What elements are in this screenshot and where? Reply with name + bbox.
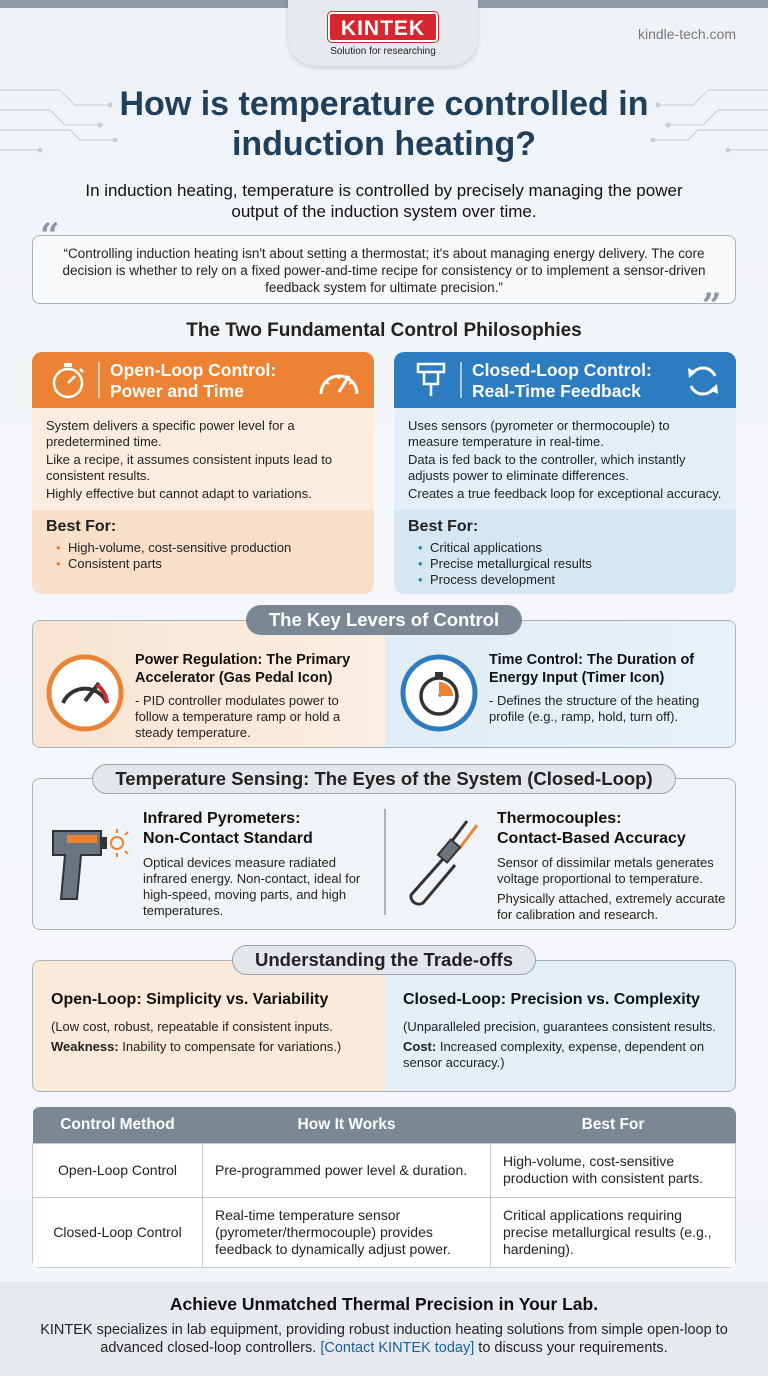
sensing-panel bbox=[32, 778, 736, 930]
thermocouple-section bbox=[385, 779, 736, 929]
thermocouple-desc-2: Physically attached, extremely accurate for calibration and research. bbox=[497, 891, 726, 922]
power-regulation-desc: - PID controller modulates power to follow a temperature ramp or hold a steady temperature. bbox=[135, 693, 341, 740]
list-item: • Precise metallurgical results bbox=[430, 556, 722, 572]
intro-text: In induction heating, temperature is controlled by precisely managing the power output of the induction system over time. bbox=[85, 181, 683, 221]
stopwatch-icon bbox=[48, 360, 88, 400]
site-url[interactable]: kindle-tech.com bbox=[637, 26, 736, 42]
table-cell: Closed-Loop Control bbox=[33, 1197, 203, 1267]
table-header: How It Works bbox=[203, 1107, 491, 1143]
power-regulation-section bbox=[33, 621, 385, 747]
list-item: • Consistent parts bbox=[68, 556, 360, 572]
open-loop-header bbox=[32, 352, 374, 408]
table-header-row bbox=[33, 1107, 736, 1143]
open-loop-description: System delivers a specific power level for a predetermined time. Like a recipe, it assumes consistent inputs lead to consistent results. Highly effective but cannot adapt to variations. bbox=[32, 408, 374, 510]
closed-loop-tradeoff bbox=[385, 961, 736, 1091]
pyrometer-title: Infrared Pyrometers: Non-Contact Standard bbox=[143, 810, 313, 847]
open-tradeoff-title: Open-Loop: Simplicity vs. Variability bbox=[51, 991, 329, 1008]
closed-loop-title: Closed-Loop Control: Real-Time Feedback bbox=[472, 360, 652, 401]
levers-heading: The Key Levers of Control bbox=[246, 605, 522, 635]
closed-loop-description: Uses sensors (pyrometer or thermocouple) to measure temperature in real-time. Data is fed back to the controller, which instantly adjusts power to eliminate differences. Creates a true feedback loop for exceptional accuracy. bbox=[394, 408, 736, 510]
footer-text: KINTEK specializes in lab equipment, providing robust induction heating solutions from simple open-loop to advanced closed-loop controllers. [Contact KINTEK today] to discuss your requirements. bbox=[40, 1322, 728, 1356]
gauge-icon bbox=[316, 362, 362, 398]
sensor-probe-icon bbox=[412, 360, 450, 400]
footer-cta bbox=[0, 1282, 768, 1376]
pyrometer-section bbox=[33, 779, 385, 929]
closed-tradeoff-desc: (Unparalleled precision, guarantees consistent results. Cost: Increased complexity, expense, dependent on sensor accuracy.) bbox=[403, 1019, 716, 1070]
open-tradeoff-desc: (Low cost, robust, repeatable if consistent inputs. Weakness: Inability to compensate for variations.) bbox=[51, 1019, 342, 1054]
contact-link[interactable]: [Contact KINTEK today] bbox=[320, 1340, 475, 1356]
table-cell: Open-Loop Control bbox=[33, 1143, 203, 1197]
open-loop-card bbox=[32, 352, 374, 594]
pyrometer-desc: Optical devices measure radiated infrared energy. Non-contact, ideal for high-speed, moving parts, and high temperatures. bbox=[143, 855, 361, 918]
footer-title: Achieve Unmatched Thermal Precision in Your Lab. bbox=[169, 1294, 599, 1314]
table-header: Best For bbox=[491, 1107, 736, 1143]
table-header: Control Method bbox=[33, 1107, 203, 1143]
table-cell: Real-time temperature sensor (pyrometer/thermocouple) provides feedback to dynamically adjust power. bbox=[203, 1197, 491, 1267]
open-loop-title: Open-Loop Control: Power and Time bbox=[110, 360, 277, 401]
close-quote-icon: ” bbox=[702, 286, 722, 326]
list-item: • Process development bbox=[430, 572, 722, 588]
brand-header bbox=[288, 0, 478, 66]
open-loop-best-for: Best For: • High-volume, cost-sensitive production • Consistent parts bbox=[32, 510, 374, 594]
time-control-section bbox=[385, 621, 736, 747]
closed-tradeoff-title: Closed-Loop: Precision vs. Complexity bbox=[403, 991, 700, 1008]
closed-loop-card bbox=[394, 352, 736, 594]
philosophies-heading: The Two Fundamental Control Philosophies bbox=[186, 320, 582, 341]
header-separator bbox=[460, 362, 462, 398]
brand-tagline: Solution for researching bbox=[330, 46, 436, 57]
quote-box bbox=[32, 235, 736, 304]
table-cell: Pre-programmed power level & duration. bbox=[203, 1143, 491, 1197]
quote-text: “Controlling induction heating isn't about setting a thermostat; it's about managing energy delivery. The core decision is whether to rely on a fixed power-and-time recipe for consistency or to implement a sensor-driven feedback system for ultimate precision.” bbox=[62, 246, 706, 295]
summary-table bbox=[32, 1107, 736, 1268]
closed-loop-header bbox=[394, 352, 736, 408]
tradeoffs-panel bbox=[32, 960, 736, 1092]
list-item: • High-volume, cost-sensitive production bbox=[68, 540, 360, 556]
levers-panel bbox=[32, 620, 736, 748]
table-row bbox=[33, 1143, 736, 1197]
closed-loop-best-for: Best For: • Critical applications • Precise metallurgical results • Process development bbox=[394, 510, 736, 594]
timer-icon bbox=[399, 653, 479, 733]
thermocouple-icon bbox=[397, 815, 487, 911]
tradeoffs-heading: Understanding the Trade-offs bbox=[232, 945, 536, 975]
table-row bbox=[33, 1197, 736, 1267]
sensing-heading: Temperature Sensing: The Eyes of the System (Closed-Loop) bbox=[92, 764, 676, 794]
table-cell: High-volume, cost-sensitive production with consistent parts. bbox=[491, 1143, 736, 1197]
time-control-desc: - Defines the structure of the heating profile (e.g., ramp, hold, turn off). bbox=[489, 693, 700, 724]
brand-logo[interactable]: KINTEK bbox=[328, 12, 438, 42]
page-title: How is temperature controlled in induction heating? bbox=[119, 85, 649, 163]
list-item: • Critical applications bbox=[430, 540, 722, 556]
infrared-pyrometer-icon bbox=[47, 819, 129, 909]
open-loop-tradeoff bbox=[33, 961, 385, 1091]
thermocouple-title: Thermocouples: Contact-Based Accuracy bbox=[497, 810, 686, 847]
refresh-cycle-icon bbox=[684, 362, 722, 400]
thermocouple-desc-1: Sensor of dissimilar metals generates voltage proportional to temperature. bbox=[497, 855, 714, 886]
power-regulation-title: Power Regulation: The Primary Accelerator (Gas Pedal Icon) bbox=[135, 652, 351, 686]
gas-pedal-gauge-icon bbox=[45, 653, 125, 733]
time-control-title: Time Control: The Duration of Energy Input (Timer Icon) bbox=[489, 652, 695, 686]
table-cell: Critical applications requiring precise metallurgical results (e.g., hardening). bbox=[491, 1197, 736, 1267]
header-separator bbox=[98, 362, 100, 398]
